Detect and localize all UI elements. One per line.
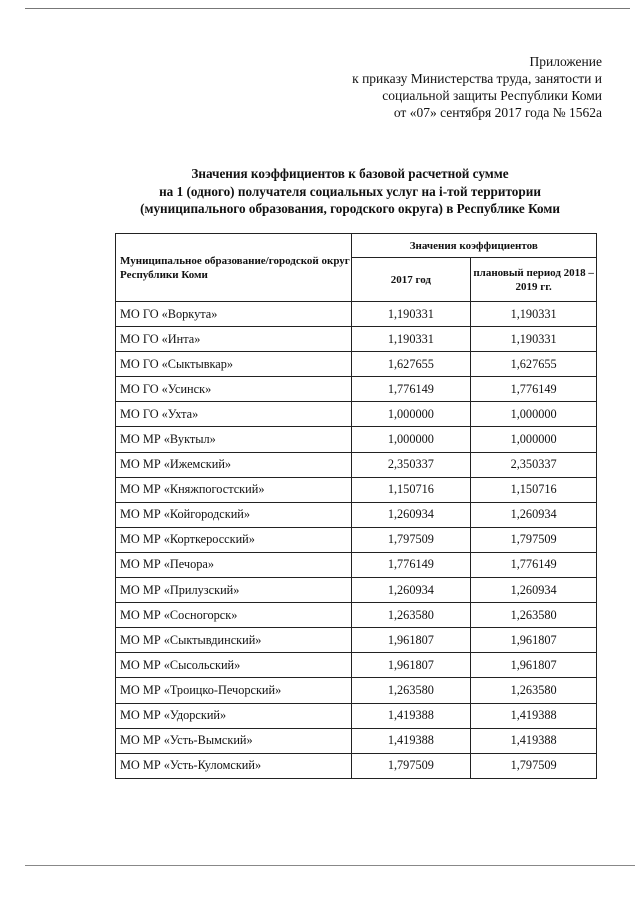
- value-plan-cell: 1,797509: [471, 753, 597, 778]
- header-plan-period: плановый период 2018 – 2019 гг.: [471, 258, 597, 302]
- page-edge-bottom: [25, 865, 635, 866]
- value-plan-cell: 1,961807: [471, 628, 597, 653]
- value-plan-cell: 1,263580: [471, 603, 597, 628]
- table-row: [116, 502, 597, 527]
- municipality-cell: МО МР «Сысольский»: [116, 653, 352, 678]
- value-2017-cell: 1,797509: [351, 527, 471, 552]
- value-plan-cell: 1,776149: [471, 552, 597, 577]
- municipality-cell: МО МР «Княжпогостский»: [116, 477, 352, 502]
- municipality-cell: МО МР «Сыктывдинский»: [116, 628, 352, 653]
- table-row: [116, 578, 597, 603]
- value-2017-cell: 1,000000: [351, 427, 471, 452]
- header-2017: 2017 год: [351, 258, 471, 302]
- table-row: [116, 628, 597, 653]
- table-row: [116, 527, 597, 552]
- table-row: [116, 678, 597, 703]
- value-plan-cell: 1,419388: [471, 728, 597, 753]
- value-2017-cell: 1,150716: [351, 477, 471, 502]
- document-heading: [110, 165, 590, 218]
- table-row: [116, 352, 597, 377]
- value-plan-cell: 1,961807: [471, 653, 597, 678]
- municipality-cell: МО МР «Прилузский»: [116, 578, 352, 603]
- value-plan-cell: 1,150716: [471, 477, 597, 502]
- municipality-cell: МО ГО «Сыктывкар»: [116, 352, 352, 377]
- heading-line-3: (муниципального образования, городского округа) в Республике Коми: [140, 201, 560, 216]
- value-plan-cell: 1,419388: [471, 703, 597, 728]
- municipality-cell: МО МР «Печора»: [116, 552, 352, 577]
- value-plan-cell: 1,797509: [471, 527, 597, 552]
- appendix-ministry-line: социальной защиты Республики Коми: [382, 88, 602, 103]
- municipality-cell: МО МР «Троицко-Печорский»: [116, 678, 352, 703]
- municipality-cell: МО МР «Корткеросский»: [116, 527, 352, 552]
- table-row: [116, 302, 597, 327]
- value-2017-cell: 1,776149: [351, 552, 471, 577]
- appendix-order-line: к приказу Министерства труда, занятости и: [352, 71, 602, 86]
- table-row: [116, 552, 597, 577]
- value-plan-cell: 1,263580: [471, 678, 597, 703]
- municipality-cell: МО МР «Удорский»: [116, 703, 352, 728]
- value-plan-cell: 1,260934: [471, 502, 597, 527]
- municipality-cell: МО ГО «Воркута»: [116, 302, 352, 327]
- value-plan-cell: 1,776149: [471, 377, 597, 402]
- value-2017-cell: 1,260934: [351, 502, 471, 527]
- value-plan-cell: 1,000000: [471, 402, 597, 427]
- appendix-date-line: от «07» сентября 2017 года № 1562а: [393, 105, 602, 120]
- value-plan-cell: 1,190331: [471, 302, 597, 327]
- value-2017-cell: 1,190331: [351, 327, 471, 352]
- table-row: [116, 452, 597, 477]
- table-row: [116, 402, 597, 427]
- value-2017-cell: 1,419388: [351, 703, 471, 728]
- appendix-block: [352, 53, 602, 121]
- municipality-cell: МО МР «Койгородский»: [116, 502, 352, 527]
- coefficients-table: [115, 233, 597, 779]
- value-2017-cell: 1,190331: [351, 302, 471, 327]
- municipality-cell: МО МР «Вуктыл»: [116, 427, 352, 452]
- value-2017-cell: 1,776149: [351, 377, 471, 402]
- value-2017-cell: 1,797509: [351, 753, 471, 778]
- table-row: [116, 377, 597, 402]
- value-2017-cell: 1,961807: [351, 653, 471, 678]
- table-row: [116, 728, 597, 753]
- value-plan-cell: 1,190331: [471, 327, 597, 352]
- value-2017-cell: 1,000000: [351, 402, 471, 427]
- value-2017-cell: 2,350337: [351, 452, 471, 477]
- table-row: [116, 753, 597, 778]
- table-row: [116, 603, 597, 628]
- municipality-cell: МО ГО «Инта»: [116, 327, 352, 352]
- value-2017-cell: 1,263580: [351, 603, 471, 628]
- value-2017-cell: 1,263580: [351, 678, 471, 703]
- value-2017-cell: 1,260934: [351, 578, 471, 603]
- value-2017-cell: 1,961807: [351, 628, 471, 653]
- municipality-cell: МО МР «Сосногорск»: [116, 603, 352, 628]
- municipality-cell: МО МР «Усть-Вымский»: [116, 728, 352, 753]
- value-plan-cell: 1,627655: [471, 352, 597, 377]
- appendix-title: Приложение: [529, 54, 602, 69]
- heading-line-2: на 1 (одного) получателя социальных услуг на i-той территории: [159, 183, 541, 199]
- table-row: [116, 653, 597, 678]
- value-2017-cell: 1,419388: [351, 728, 471, 753]
- value-plan-cell: 1,260934: [471, 578, 597, 603]
- table-row: [116, 703, 597, 728]
- table-row: [116, 477, 597, 502]
- header-municipality: Муниципальное образование/городской округ Республики Коми: [116, 234, 352, 302]
- value-plan-cell: 1,000000: [471, 427, 597, 452]
- municipality-cell: МО МР «Усть-Куломский»: [116, 753, 352, 778]
- value-2017-cell: 1,627655: [351, 352, 471, 377]
- page-edge-top: [25, 8, 630, 9]
- table-row: [116, 327, 597, 352]
- table-body: [116, 302, 597, 779]
- header-coefficients: Значения коэффициентов: [351, 234, 596, 258]
- municipality-cell: МО МР «Ижемский»: [116, 452, 352, 477]
- municipality-cell: МО ГО «Ухта»: [116, 402, 352, 427]
- heading-line-1: Значения коэффициентов к базовой расчетной сумме: [191, 166, 509, 181]
- table-row: [116, 427, 597, 452]
- value-plan-cell: 2,350337: [471, 452, 597, 477]
- municipality-cell: МО ГО «Усинск»: [116, 377, 352, 402]
